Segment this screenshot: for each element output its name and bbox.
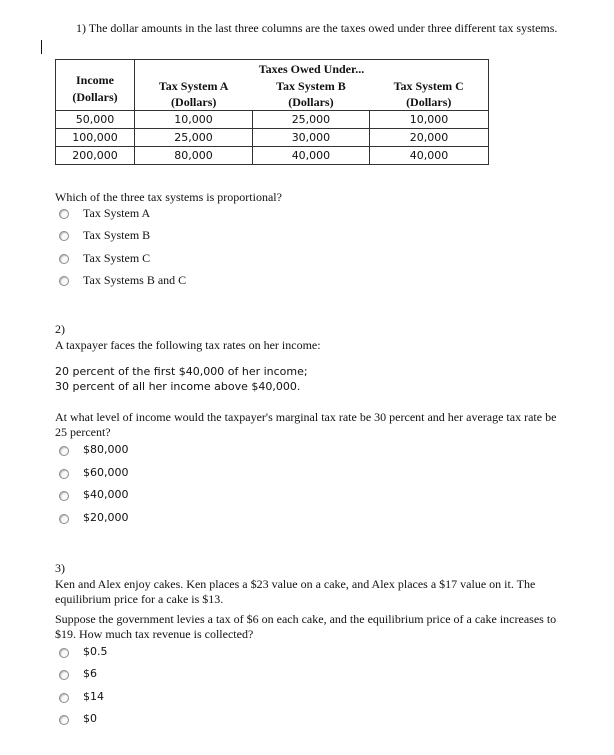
q2-option-label: $80,000: [83, 443, 129, 456]
col-header-c: [369, 78, 488, 111]
col-a-line2: (Dollars): [171, 95, 217, 109]
q3-option-label: $0.5: [83, 645, 108, 658]
group-header: Taxes Owed Under...: [135, 60, 489, 79]
q3-option-radio[interactable]: [59, 715, 69, 725]
table-cell: 25,000: [252, 111, 369, 129]
q3-option-radio[interactable]: [59, 670, 69, 680]
col-c-line1: Tax System C: [393, 79, 464, 93]
q1-option-radio[interactable]: [59, 209, 69, 219]
table-cell: 80,000: [135, 147, 253, 165]
q2-option-radio[interactable]: [59, 446, 69, 456]
col-c-line2: (Dollars): [406, 95, 452, 109]
q3-line1: Ken and Alex enjoy cakes. Ken places a $23 value on a cake, and Alex places a $17 value on it. The: [55, 577, 536, 591]
q2-rate1: 20 percent of the first $40,000 of her income;: [55, 365, 308, 378]
q1-option-label: Tax System B: [83, 228, 151, 242]
q3-line4: $19. How much tax revenue is collected?: [55, 627, 254, 641]
q2-option-label: $60,000: [83, 466, 129, 479]
table-cell: 100,000: [56, 129, 135, 147]
q3-option-radio[interactable]: [59, 648, 69, 658]
q1-header: 1) The dollar amounts in the last three columns are the taxes owed under three different tax systems.: [76, 21, 558, 35]
q2-question-line2: 25 percent?: [55, 425, 111, 439]
table-row: [56, 147, 489, 165]
q2-option-radio[interactable]: [59, 469, 69, 479]
col-header-b: [252, 78, 369, 111]
col-a-line1: Tax System A: [158, 79, 229, 93]
q2-question-line1: At what level of income would the taxpayer's marginal tax rate be 30 percent and her average tax rate be: [55, 410, 557, 424]
q1-question: Which of the three tax systems is proportional?: [55, 190, 282, 204]
q1-option-label: Tax Systems B and C: [83, 273, 187, 287]
q3-option-label: $6: [83, 667, 97, 680]
tax-table: [55, 59, 489, 165]
q3-option-label: $14: [83, 690, 104, 703]
table-cell: 40,000: [369, 147, 488, 165]
q2-rate2: 30 percent of all her income above $40,000.: [55, 380, 301, 393]
q1-option-radio[interactable]: [59, 254, 69, 264]
q2-intro: A taxpayer faces the following tax rates on her income:: [55, 338, 321, 352]
q2-option-label: $20,000: [83, 511, 129, 524]
q2-option-radio[interactable]: [59, 491, 69, 501]
col-b-line2: (Dollars): [288, 95, 334, 109]
q3-line3: Suppose the government levies a tax of $6 on each cake, and the equilibrium price of a cake increases to: [55, 612, 557, 626]
table-cell: 40,000: [252, 147, 369, 165]
q2-number: 2): [55, 322, 65, 336]
col-b-line1: Tax System B: [276, 79, 346, 93]
table-cell: 20,000: [369, 129, 488, 147]
table-row: [56, 129, 489, 147]
table-cell: 10,000: [135, 111, 253, 129]
income-header-line1: Income: [76, 73, 114, 87]
col-header-a: [135, 78, 253, 111]
table-row: [56, 111, 489, 129]
q1-option-radio[interactable]: [59, 231, 69, 241]
table-cell: 30,000: [252, 129, 369, 147]
q1-option-label: Tax System A: [83, 206, 151, 220]
income-header: [56, 60, 135, 111]
q3-option-label: $0: [83, 712, 97, 725]
table-cell: 10,000: [369, 111, 488, 129]
q1-option-label: Tax System C: [83, 251, 151, 265]
table-cell: 25,000: [135, 129, 253, 147]
q3-number: 3): [55, 561, 65, 575]
q1-option-radio[interactable]: [59, 276, 69, 286]
q3-option-radio[interactable]: [59, 693, 69, 703]
q2-option-radio[interactable]: [59, 514, 69, 524]
text-cursor: [41, 40, 42, 54]
income-header-line2: (Dollars): [72, 90, 118, 104]
table-cell: 200,000: [56, 147, 135, 165]
q2-option-label: $40,000: [83, 488, 129, 501]
table-cell: 50,000: [56, 111, 135, 129]
q3-line2: equilibrium price for a cake is $13.: [55, 592, 224, 606]
